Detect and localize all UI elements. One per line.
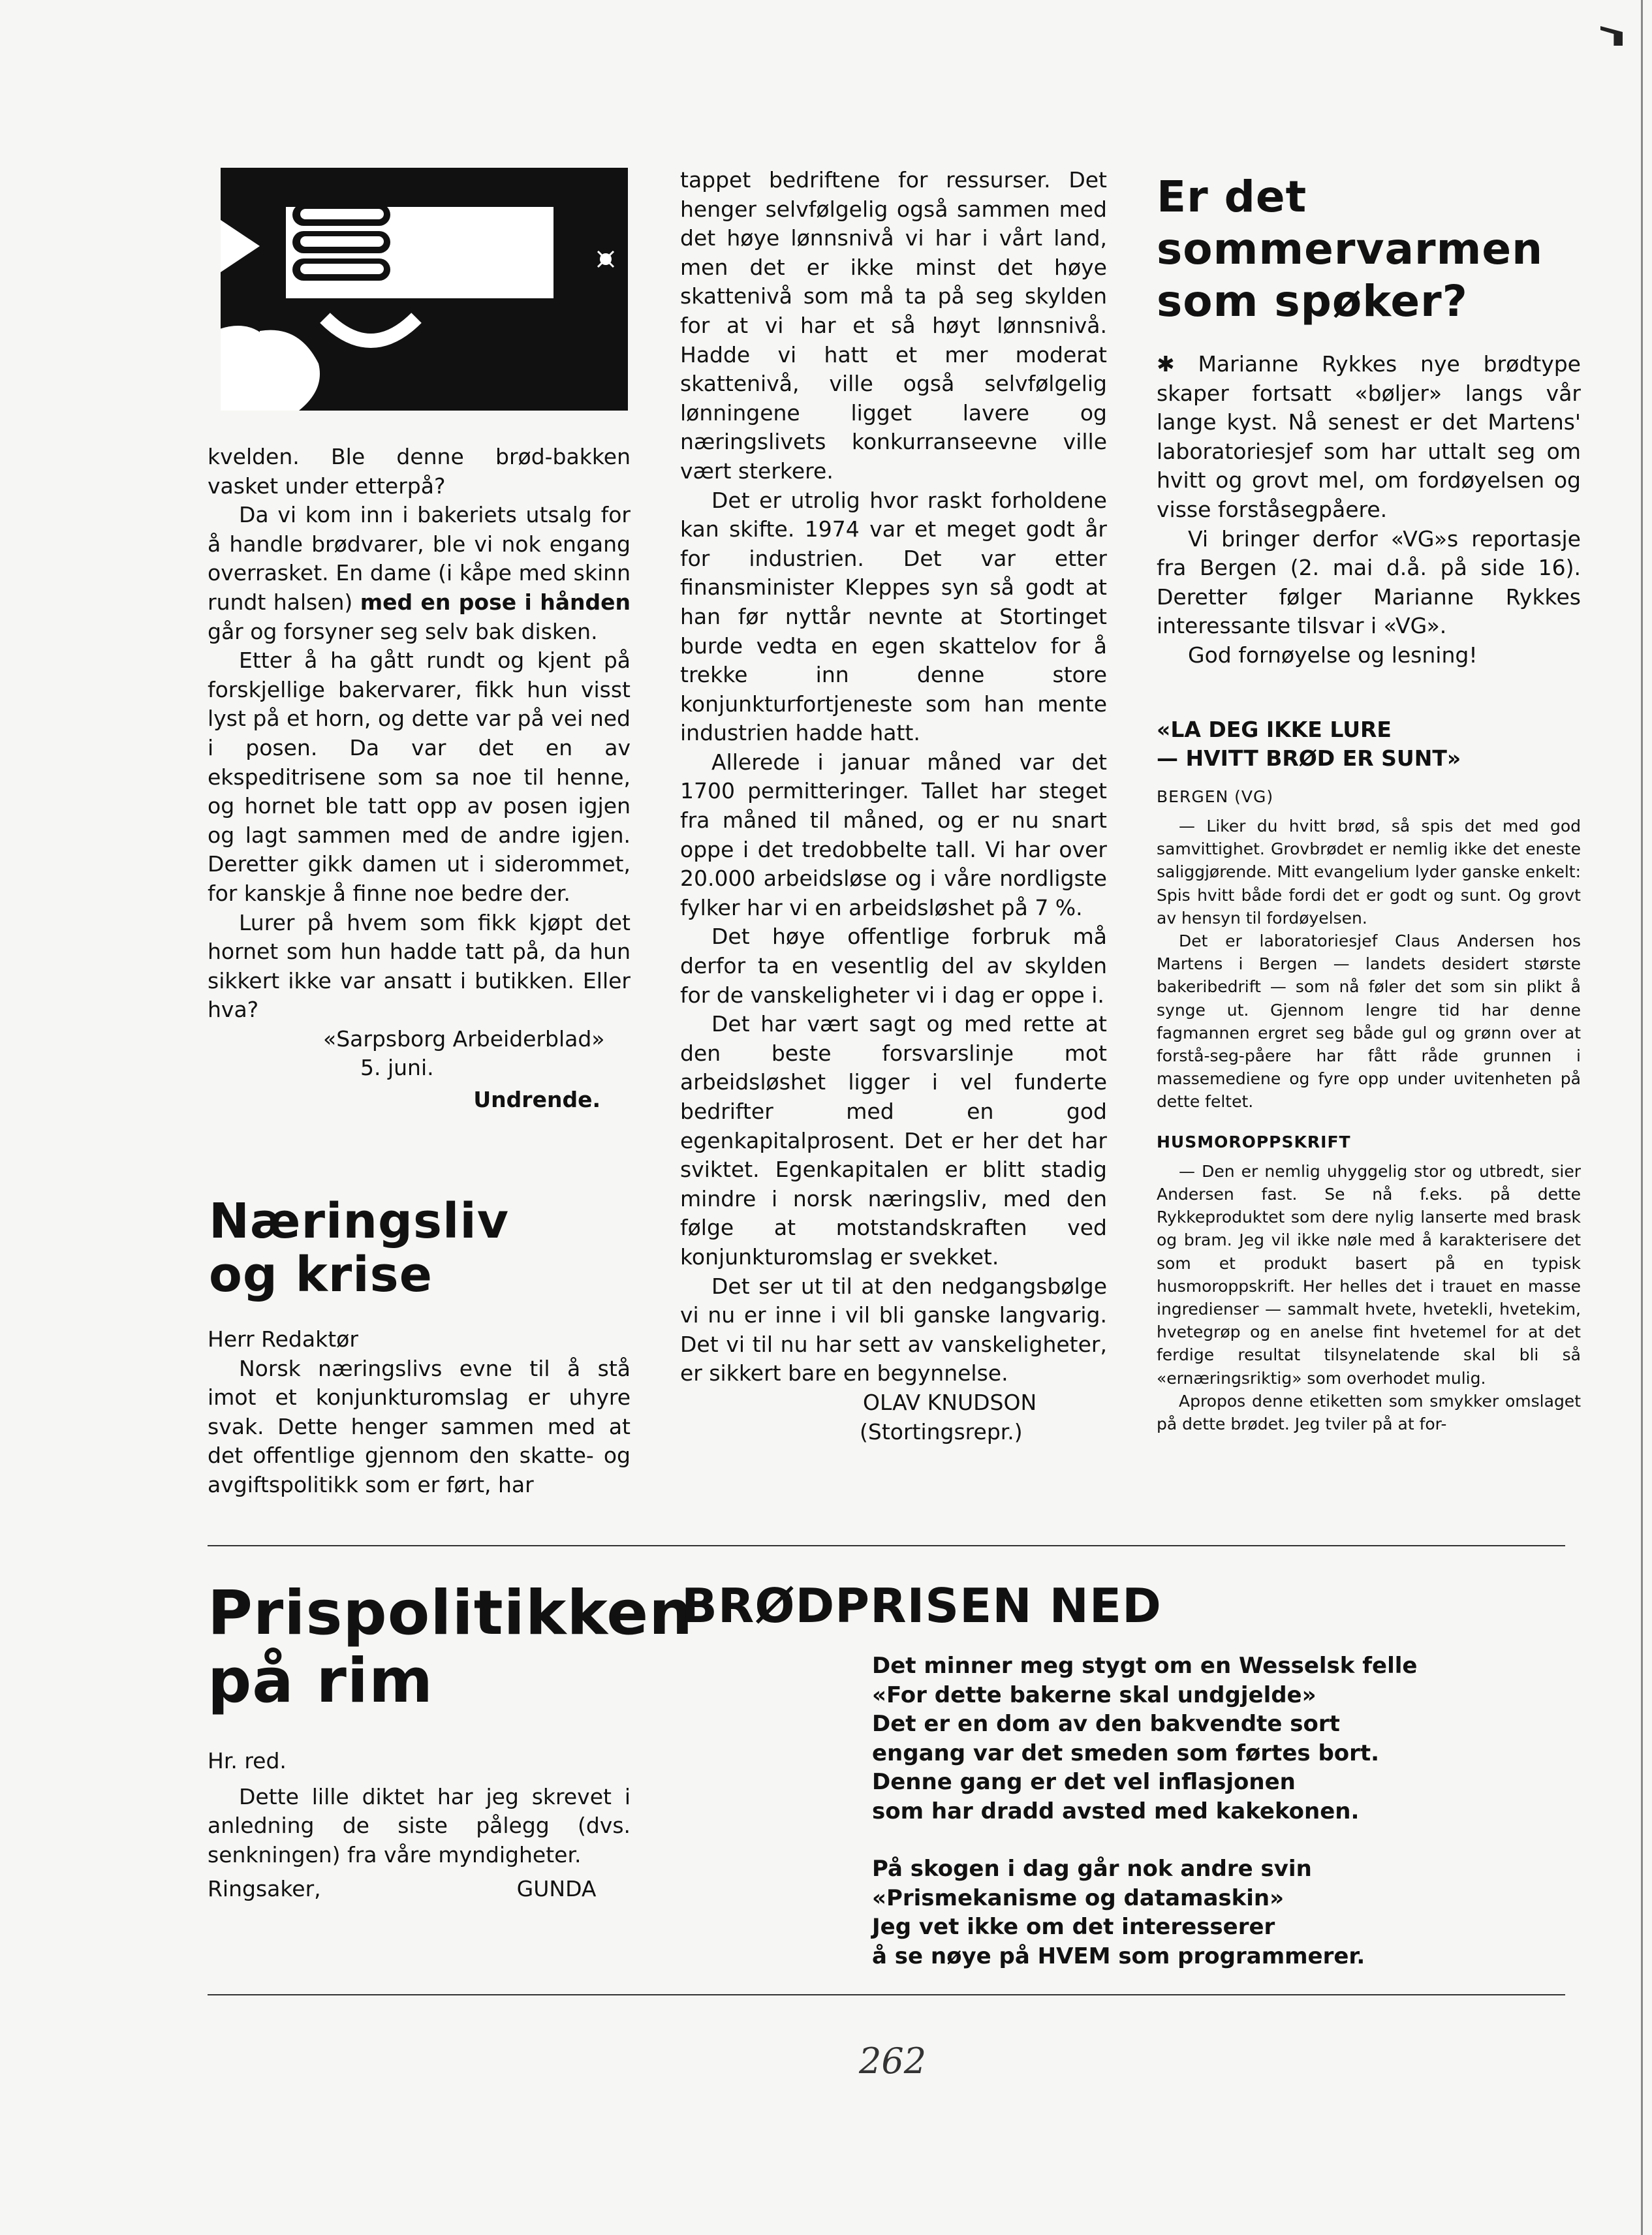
- letter-bread-tray: [208, 443, 631, 1115]
- poem-title: BRØDPRISEN NED: [681, 1578, 1162, 1633]
- letter-paragraph: kvelden. Ble denne brød-bakken vasket under etterpå?: [208, 444, 631, 499]
- letter-paragraph: Dette lille diktet har jeg skrevet i anledning de siste pålegg (dvs. senkningen) fra våre myndigheter.: [208, 1783, 631, 1868]
- scan-edge-line: [1641, 0, 1643, 2235]
- letter-prispolitikken: [208, 1747, 631, 1904]
- author-title: (Stortingsrepr.): [860, 1418, 1023, 1445]
- dateline: BERGEN (VG): [1157, 787, 1274, 806]
- subhead-husmoroppskrift: HUSMOROPPSKRIFT: [1157, 1132, 1351, 1151]
- source-date: 5. juni.: [360, 1055, 434, 1081]
- poem-body: [872, 1651, 1417, 1999]
- article-continuation: [680, 166, 1107, 1446]
- letter-naeringsliv: [208, 1325, 631, 1500]
- letter-paragraph: Da vi kom inn i bakeriets utsalg for å handle brødvarer, ble vi nok engang overrasket. En dame (i kåpe med skinn rundt halsen) med en pose i hånden går og forsyner seg selv bak disken.: [208, 502, 631, 644]
- vg-paragraph: — Liker du hvitt brød, så spis det med god samvittighet. Grovbrødet er nemlig ikke det eneste saliggjørende. Mitt evangelium lyder ganske enkelt: Spis hvitt både fordi det er godt og sunt. Og grovt av hensyn til fordøyelsen.: [1157, 817, 1581, 928]
- author-name: OLAV KNUDSON: [863, 1389, 1037, 1415]
- subhead-la-deg-ikke-lure: «LA DEG IKKE LURE — HVITT BRØD ER SUNT»: [1157, 717, 1461, 771]
- poem-line: som har dradd avsted med kakekonen.: [872, 1798, 1360, 1824]
- intro-text: [1157, 350, 1581, 670]
- poem-line: På skogen i dag går nok andre svin: [872, 1856, 1312, 1882]
- headline-sommervarmen: Er det sommervarmen som spøker?: [1157, 172, 1544, 326]
- article-paragraph: tappet bedriftene for ressurser. Det henger selvfølgelig også sammen med det høye lønnsnivå vi har i vårt land, men det er ikke minst det høye skattenivå som må ta på seg skylden for at vi har et så høyt lønnsnivå. Hadde vi hatt et mer moderat skattenivå, ville også selvfølgelig lønningene ligget lavere og næringslivets konkurranseevne ville vært sterkere.: [680, 167, 1107, 484]
- source-newspaper: «Sarpsborg Arbeiderblad»: [323, 1025, 605, 1052]
- bold-phrase: med en pose i hånden: [360, 589, 631, 615]
- article-paragraph: Det høye offentlige forbruk må derfor ta en vesentlig del av skylden for de vanskeligheter vi i dag er oppe i.: [680, 924, 1107, 1008]
- page-number: 262: [859, 2040, 927, 2082]
- headline-prispolitikken: Prispolitikken på rim: [208, 1578, 694, 1717]
- vg-paragraph: Apropos denne etiketten som smykker omslaget på dette brødet. Jeg tviler på at for-: [1157, 1391, 1581, 1434]
- divider-top: [208, 1545, 1565, 1546]
- poem-line: «For dette bakerne skal undgjelde»: [872, 1681, 1317, 1708]
- letter-paragraph: Norsk næringslivs evne til å stå imot et konjunkturomslag er uhyre svak. Dette henger sammen med at det offentlige gjennom den skatte- og avgiftspolitikk som er ført, har: [208, 1355, 631, 1497]
- poem-line: Det er en dom av den bakvendte sort: [872, 1711, 1340, 1737]
- salutation: Herr Redaktør: [208, 1326, 358, 1352]
- hand-drawn-illustration: [221, 168, 628, 411]
- article-paragraph: Det er utrolig hvor raskt forholdene kan skifte. 1974 var et meget godt år for industrien. Det var etter finansminister Kleppes syn så godt at han før nyttår nevnte at Stortinget burde vedta en egen skattelov for å trekke inn denne store konjunkturfortjeneste som han mente industrien hadde hatt.: [680, 487, 1107, 746]
- poem-line: Det minner meg stygt om en Wesselsk felle: [872, 1653, 1418, 1679]
- place: Ringsaker,: [208, 1876, 321, 1902]
- scan-edge-mark: [1600, 26, 1623, 46]
- intro-paragraph: ✱ Marianne Rykkes nye brødtype skaper fortsatt «bøljer» langs vår lange kyst. Nå senest er det Martens' laboratoriesjef som har uttalt seg om hvitt og grovt mel, om fordøyelsen og visse forståsegpåere.: [1157, 351, 1581, 522]
- article-paragraph: Allerede i januar måned var det 1700 permitteringer. Tallet har steget fra måned til måned, og er nu snart oppe i det tredobbelte tall. Vi har over 20.000 arbeidsløse og i våre nordligste fylker har vi en arbeidsløshet på 7 %.: [680, 749, 1107, 920]
- intro-paragraph: God fornøyelse og lesning!: [1188, 642, 1478, 668]
- vg-paragraph: — Den er nemlig uhyggelig stor og utbredt, sier Andersen fast. Se nå f.eks. på dette Rykkeproduktet som dere nylig lanserte med brask og bram. Jeg vil ikke nøle med å karakterisere det som et produkt basert på en typisk husmoroppskrift. Her helles det i trauet en masse ingredienser — sammalt hvete, hvetekli, hvetekim, hvetegrøp og en anelse fint hvetemel for at det ferdige resultat tilsynelatende skal bli så «ernæringsriktig» som overhodet mulig.: [1157, 1161, 1581, 1388]
- letter-paragraph: Etter å ha gått rundt og kjent på forskjellige bakervarer, fikk hun visst lyst på et horn, og dette var på vei ned i posen. Da var det en av ekspeditrisene som sa noe til henne, og hornet ble tatt opp av posen igjen og lagt sammen med de andre igjen. Deretter gikk damen ut i siderommet, for kanskje å finne noe bedre der.: [208, 648, 631, 906]
- poem-line: «Prismekanisme og datamaskin»: [872, 1884, 1285, 1911]
- signature-line: [208, 1875, 631, 1904]
- poem-line: engang var det smeden som førtes bort.: [872, 1740, 1380, 1766]
- poem-line: Jeg vet ikke om det interesserer: [872, 1914, 1275, 1940]
- letter-paragraph: Lurer på hvem som fikk kjøpt det hornet som hun hadde tatt på, da hun sikkert ikke var ansatt i butikken. Eller hva?: [208, 909, 631, 1023]
- vg-paragraph: Det er laboratoriesjef Claus Andersen hos Martens i Bergen — landets desidert største bakeribedrift — som nå føler det som sin plikt å synge ut. Gjennom lengre tid har denne fagmannen ergret seg både gul og grønn over at forstå-seg-påere har fått råde grunnen i massemediene og fyre opp under uvitenheten på dette feltet.: [1157, 931, 1581, 1112]
- poem-line: å se nøye på HVEM som programmerer.: [872, 1943, 1365, 1969]
- vg-article: [1157, 815, 1581, 1435]
- intro-paragraph: Vi bringer derfor «VG»s reportasje fra Bergen (2. mai d.å. på side 16). Deretter følger Marianne Rykkes interessante tilsvar i «VG».: [1157, 525, 1581, 639]
- salutation: Hr. red.: [208, 1748, 287, 1774]
- poem-stanza: [872, 1854, 1417, 1971]
- poem-stanza: [872, 1651, 1417, 1826]
- headline-naeringsliv: Næringsliv og krise: [209, 1193, 509, 1303]
- signature: Undrende.: [473, 1087, 600, 1113]
- poem-line: Denne gang er det vel inflasjonen: [872, 1769, 1296, 1795]
- article-paragraph: Det har vært sagt og med rette at den beste forsvarslinje mot arbeidsløshet ligger i vel funderte bedrifter med en god egenkapitalprosent. Det er her det har sviktet. Egenkapitalen er blitt stadig mindre i norsk næringsliv, med den følge at motstandskraften ved konjunkturomslag er svekket.: [680, 1011, 1107, 1270]
- article-paragraph: Det ser ut til at den nedgangsbølge vi nu er inne i vil bli ganske langvarig. Det vi til nu har sett av vanskeligheter, er sikkert bare en begynnelse.: [680, 1273, 1107, 1386]
- illustration-bread-tray: [221, 168, 628, 411]
- signature: GUNDA: [516, 1876, 597, 1902]
